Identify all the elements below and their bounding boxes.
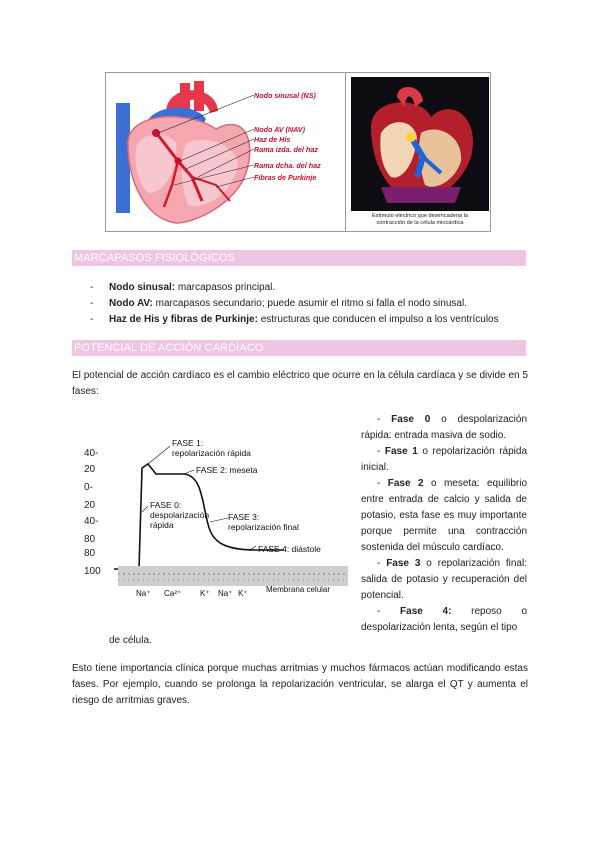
y-tick: 20 [84,464,96,475]
phase-item: - Fase 4: reposo o despolarización lenta, según el tipo [361,606,528,633]
y-tick: 80 [84,548,96,559]
phase-term: Fase 0 [391,414,431,425]
item-text: estructuras que conducen el impulso a los ventrículos [257,314,499,325]
y-tick: 0- [84,482,93,493]
phase-item: - Fase 2 o meseta: equilibrio entre entrada de calcio y salida de potasio, esta fase es muy importante porque permite una contracción sostenida del músculo cardíaco. [361,478,528,553]
ion-labels [136,585,330,598]
y-tick: 100 [84,566,101,577]
y-tick: 40- [84,516,99,527]
ion-label: Ca²⁺ [164,589,182,598]
heart-figure [105,72,491,232]
y-tick: 80 [84,534,96,545]
section-heading-potencial: POTENCIAL DE ACCIÓN CARDÍACO [72,340,526,356]
phase-item: - Fase 1 o repolarización rápida inicial. [361,446,528,473]
photo-caption [351,213,489,227]
y-tick: 20 [84,500,96,511]
list-item [90,280,530,296]
phase-text: reposo o despolarización lenta, según el tipo [361,606,528,633]
label-fase3-a: FASE 3: [228,512,260,522]
label-purkinje: Fibras de Purkinje [254,173,317,182]
ion-label: K⁺ [238,589,248,598]
y-axis-ticks [84,448,101,577]
phase-text: o meseta: equilibrio entre entrada de calcio y salida de potasio, esta fase es muy importante porque permite una contracción sostenida del músculo cardíaco. [361,478,528,553]
label-fase0-a: FASE 0: [150,500,182,510]
label-fase1-b: repolarización rápida [172,448,251,458]
closing-paragraph: Esto tiene importancia clínica porque muchas arritmias y muchos fármacos actúan modificando estas fases. Por ejemplo, cuando se prolonga la repolarización ventricular, se alarga el QT y aumenta el riesgo de arritmias graves. [72,663,528,706]
heart-photo [351,77,489,227]
label-haz-his: Haz de His [254,135,291,144]
ion-label: Na⁺ [136,589,151,598]
conduction-diagram [106,73,346,231]
label-nodo-av: Nodo AV (NAV) [254,125,305,134]
phases-list [361,412,527,636]
phase4-continued: de célula. [109,635,152,646]
list-item [90,296,530,312]
label-fase4: FASE 4: diástole [258,544,321,554]
item-text: marcapasos principal. [175,282,276,293]
section-heading-marcapasos: MARCAPASOS FISIOLÓGICOS [72,250,526,266]
phase-item: - Fase 0 o despolarización rápida: entrada masiva de sodio. [361,414,528,441]
intro-paragraph: El potencial de acción cardíaco es el cambio eléctrico que ocurre en la célula cardíaca y se divide en 5 fases: [72,370,528,397]
marcapasos-list [90,280,530,328]
phase-labels [142,438,321,554]
phase-text: o repolarización rápida inicial. [361,446,528,473]
ion-label: Na⁺ [218,589,233,598]
label-fase1-a: FASE 1: [172,438,204,448]
item-text: marcapasos secundario; puede asumir el ritmo si falla el nodo sinusal. [152,298,467,309]
phase-text: o despolarización rápida: entrada masiva de sodio. [361,414,528,441]
label-fase0-c: rápida [150,520,174,530]
photo-caption-line-2: contracción de la célula miocárdica [376,220,464,226]
label-rama-dcha: Rama dcha. del haz [254,161,321,170]
phase-item: - Fase 3 o repolarización final: salida de potasio y recuperación del potencial. [361,558,527,601]
phase-term: Fase 3 [386,558,421,569]
membrane-band [118,566,348,586]
y-tick: 40- [84,448,99,459]
photo-caption-line-1: Estímulo eléctrico que desencadena la [371,213,469,219]
item-term: Nodo sinusal: [109,282,176,293]
phase-term: Fase 1 [384,446,418,457]
label-fase0-b: despolarización [150,510,210,520]
heart-photo-image [351,77,489,211]
label-fase2: FASE 2: meseta [196,465,258,475]
membrane-label: Membrana celular [266,585,331,594]
list-item [90,312,530,328]
phase-term: Fase 2 [387,478,424,489]
item-term: Nodo AV: [109,298,153,309]
item-term: Haz de His y fibras de Purkinje: [109,314,258,325]
label-rama-izda: Rama izda. del haz [254,145,318,154]
action-potential-graph [84,432,354,612]
ion-label: K⁺ [200,589,210,598]
label-fase3-b: repolarización final [228,522,299,532]
label-nodo-sinusal: Nodo sinusal (NS) [254,91,316,100]
phase-term: Fase 4: [400,606,452,617]
phase-text: o repolarización final: salida de potasio y recuperación del potencial. [361,558,527,601]
